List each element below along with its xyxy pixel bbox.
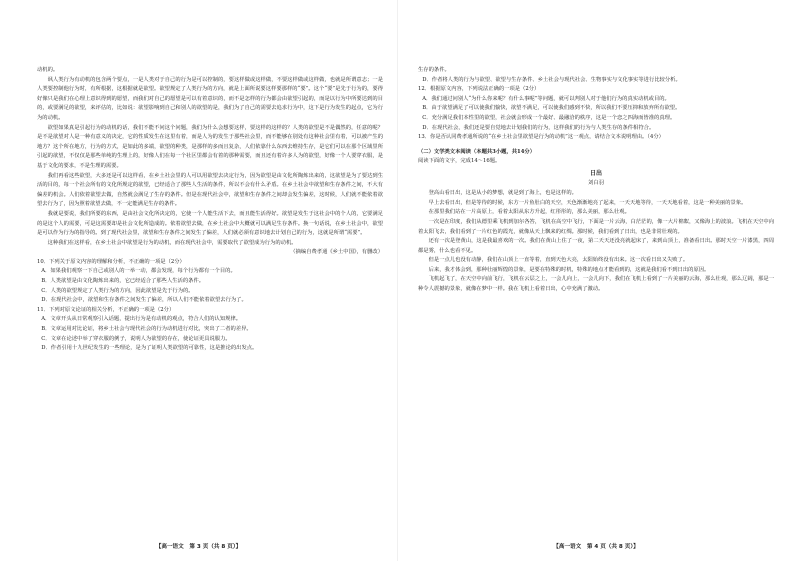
answer-option: D．作者将人类的行为与欲望、欲望与生存条件、乡土社会与现代社会、生物事实与文化事实等进行比较分析。 (422, 76, 681, 83)
answer-option: A．文章开头从日常观察引入话题，提出行为是有动机的观点，符合人们的认知规律。 (41, 316, 242, 323)
answer-option: D．在现代社会中，欲望和生存条件之间发生了偏差，所以人们不能依着欲望去行为了。 (41, 297, 247, 304)
paragraph: 但是一点儿也没有动静，我们在山顶上一直等着，直到天色大亮，太阳始终没有出来。这一次看日出又失败了。 (428, 257, 689, 264)
answer-option: B．文章运用对比论证，将乡土社会与现代社会的行为动机进行对比，突出了二者的差异。 (41, 326, 252, 333)
right-page-body (418, 66, 774, 295)
section-heading: （二）文学类文本阅读（本题共3小题，共14分） (418, 148, 535, 155)
paragraph: 登高山看日出，这是从小的梦想，就是到了海上，也是这样的。 (428, 190, 577, 197)
answer-option: D．作者引用十九世纪发生的一些理论，是为了证明人类欲望的可靠性，这是推论的出发点。 (41, 345, 258, 352)
page-footer: 【高一语文 第 4 页（共 8 页）】 (553, 544, 639, 550)
answer-option: C．文章在论述中举了穿衣服的例子，说明人为欲望的存在，使论证更具说服力。 (41, 335, 231, 342)
left-page-body (37, 66, 383, 354)
answer-option: C．人类的欲望规定了人类行为的方向，因此欲望是先于行为的。 (41, 287, 194, 294)
paragraph: 后来，我才体会到，那种壮丽辉煌的景象，是要在特殊的时机，特殊的地点才能看到的，这就是我们看不到日出的原因。 (428, 266, 710, 273)
question-stem: 13．你是否认同费孝通所说的“在乡土社会里欲望是行为的动机”这一观点，请结合文本说明理由。（4分） (418, 134, 664, 141)
paragraph: 欲望如果真是引起行为的动机的话，我们不能不问这个问题，我们为什么会想要这样，要这样的这样的？人类的欲望是不是偶然的，任意的呢？是不是欲望对人是一种有意义的决定，它的性质发生在这里有着，而是人为的发生于那些社会里，而不能够在别处有这种社会里有着，可以被产生的地方？这个所在地方，行为的方式，是如此的多端，欲望的种类，是那样的多而且复杂，人们依靠什么东西去维持生存，是它们可以在那个区域里所引起的欲望，不仅仅是那些单纯的生理上的，好像人们在每一个社区里都会有着的那种需要，而且还有着许多人为的欲望，好像一个人要穿衣服，是基于文化的要求，不是生理的需要。 (37, 124, 383, 169)
paragraph: 讽人类行为有动机的包含两个要点，一是人类对于自己的行为是可以控制的，要这样做或这样做，不要这样做或这样做，也就是所谓意志；一是人类要控制他行为时，有所根据，这根据就是欲望。欲望规定了人类行为的方向，就是上面所说要这样要那样的“要”。这个“要”是先于行为的，要得好像只是我们在心理上意识得到的愿望，而我们对自己的愿望是可以有着意识的，而不是怎样的行为都会由欲望引起的，而是以行为中所要达到的目的，或要满足的欲望，来评估的，比如说：欲望影响到自己和别人的欲望的是，我们为了自己的需要去追求行为中，这下是行为发生的起点，它为行为的动机。 (37, 76, 383, 121)
paragraph: 还有一次是登黄山，这是我最喜欢的一次。我们在黄山上住了一夜，第二天天还没亮就起床了，来到山顶上，准备看日出。那时天空一片漆黑，四周都是雾，什么也看不见。 (418, 238, 774, 254)
paragraph: 一次是在印度，我们从德里乘飞机到加尔各答，飞机在高空中飞行，下面是一片云海，白茫茫的，像一大片棉絮，又像海上的波浪。飞机在天空中向着太阳飞去，我们看到了一片红色的霞光，就像从天上飘来的红绸。那时候，我们看到了日出，也是非常壮观的。 (418, 218, 774, 235)
answer-option: D．在现代社会，我们还是要自觉地去计划我们的行为，这样我们的行为与人类生存的条件相符合。 (422, 124, 655, 131)
answer-option: A．我们通过问别人“为什么你来呢？有什么事呢”等问题，就可以判别人对于他们行为的真实动机或目的。 (422, 95, 670, 102)
paragraph: 动机的。 (37, 67, 59, 73)
source-citation: （摘编自费孝通《乡土中国》，有删改） (290, 249, 383, 256)
instruction-text: 阅读下面的文字，完成14～16题。 (418, 158, 501, 165)
right-page (397, 0, 794, 561)
page-footer: 【高一语文 第 3 页（共 8 页）】 (155, 544, 242, 550)
paragraph: 早上去看日出，但是等待的时候，东方一片鱼肚白的天空，天色渐渐地亮了起来，一天天地等待，一天天地看着，这是一种美丽的景象。 (428, 199, 747, 206)
article-title: 日出 (589, 169, 602, 177)
paragraph: 我就是要说，我们所要的东西，是由社会文化所决定的，它使一个人能生活下去，而且能生活得好。欲望是发生于这社会中的个人的，它要满足的是这个人的需要，可是这需要却是社会文化所造成的。依着欲望去做，在乡土社会中大概就可以满足生存条件。换一句话说，在乡土社会中，欲望是可以作为行为的指导的。到了现代社会里，欲望和生存条件之间发生了偏差，人们就必须有意识地去计划自己的行为，这就是所谓“需要”。 (37, 210, 383, 237)
paragraph: 我们再看这些欲望，大多还是可以这样看，在乡土社会里的人可以用欲望去决定行为，因为欲望是由文化所陶炼出来的，这欲望是为了要达到生活的目的，每一个社会所有的文化所规定的欲望，已经适合了那些人生活的条件，所以不会有什么矛盾。在乡土社会中欲望和生存条件之间，不大有偏差的机会。人们依着欲望去做，自然就会满足了生存的条件。但是在现代社会中，欲望和生存条件之间却会发生偏差，这时候，人们就不能依着欲望去行为了，因为照着欲望去做，不一定能满足生存的条件。 (37, 172, 383, 208)
paragraph: 在那里我们站在一片高原上，看着太阳从东方升起，红彤彤的，那么美丽，那么壮观。 (428, 209, 630, 216)
answer-option: B．人类欲望是由文化陶炼出来的，它已经适合了那些人生活的条件。 (41, 278, 205, 285)
question-stem: 11．下列对原文论证的相关分析，不正确的一项是（2分） (37, 306, 175, 313)
answer-option: C．充分满足我们本性里的欲望，社会就会形成一个最好、最融洽的秩序，这是一个恋之四海而皆准的真理。 (422, 114, 676, 121)
paragraph: 这种我们在这样看，在乡土社会中欲望是行为的动机，而在现代社会中，需要取代了欲望成为行为的动机。 (47, 239, 297, 246)
answer-option: B．由于欲望满足了可以使我们愉快，欲望不满足，可以使我们感到不快，所以我们不要压抑和放弃所有欲望。 (422, 105, 681, 112)
paragraph: 生存的条件。 (418, 67, 450, 73)
paragraph: 飞机起飞了，在天空中向前飞行，飞机在云层之上，一会儿向上，一会儿向下，我们在飞机上看到了一片美丽的云海，那么壮观，那么辽阔，那是一种令人震撼的景象，就像在梦中一样。我在飞机上看着日出，心中充满了激动。 (418, 276, 774, 293)
article-author: 刘白羽 (588, 179, 604, 186)
question-stem: 12．根据原文内容，下列说法正确的一项是（2分） (418, 86, 540, 93)
answer-option: A．如果我们观察一下自己或别人的一举一动，都会发现，每个行为都有一个目的。 (41, 268, 236, 275)
question-stem: 10．下列关于原文内容的理解和分析，不正确的一项是（2分） (37, 258, 185, 265)
